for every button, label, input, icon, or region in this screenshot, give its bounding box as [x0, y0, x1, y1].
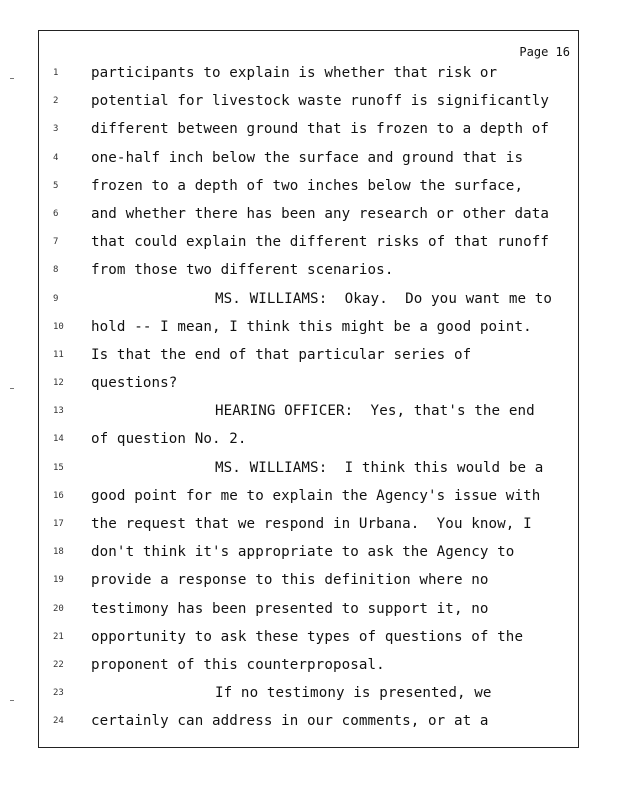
line-text: provide a response to this definition where no — [91, 572, 489, 589]
line-number: 6 — [53, 208, 59, 219]
line-text: participants to explain is whether that risk or — [91, 65, 498, 81]
transcript-line — [39, 262, 578, 290]
transcript-line — [39, 516, 578, 544]
line-number: 11 — [53, 349, 64, 360]
line-text: different between ground that is frozen to a depth of — [91, 121, 550, 138]
line-number: 23 — [53, 688, 64, 699]
transcript-line — [39, 178, 578, 206]
line-number: 13 — [53, 406, 64, 417]
line-text: the request that we respond in Urbana. You know, I — [91, 516, 532, 532]
transcript-line — [39, 544, 578, 572]
margin-mark — [10, 78, 14, 79]
line-number: 17 — [53, 519, 64, 529]
line-number: 21 — [53, 631, 64, 642]
transcript-line — [39, 572, 578, 600]
line-text: HEARING OFFICER: Yes, that's the end — [215, 403, 535, 420]
line-number: 2 — [53, 96, 59, 107]
line-text: certainly can address in our comments, or at a — [91, 713, 489, 730]
transcript-line — [39, 93, 578, 121]
line-text: from those two different scenarios. — [91, 262, 394, 279]
margin-mark — [10, 388, 14, 389]
line-number: 20 — [53, 603, 64, 614]
transcript-line — [39, 685, 578, 713]
line-number: 1 — [53, 68, 59, 78]
line-number: 24 — [53, 716, 64, 727]
line-number: 19 — [53, 575, 64, 586]
line-number: 7 — [53, 237, 59, 248]
line-number: 16 — [53, 490, 64, 501]
line-text: hold -- I mean, I think this might be a good point. — [91, 318, 532, 335]
line-number: 10 — [53, 321, 64, 332]
line-text: that could explain the different risks of that runoff — [91, 234, 550, 251]
line-text: frozen to a depth of two inches below the surface, — [91, 177, 524, 194]
line-number: 4 — [53, 152, 59, 163]
transcript-line — [39, 65, 578, 93]
page-number: Page 16 — [519, 45, 570, 59]
transcript-line — [39, 629, 578, 657]
line-number: 14 — [53, 434, 64, 445]
transcript-line — [39, 460, 578, 488]
transcript-line — [39, 403, 578, 431]
line-text: good point for me to explain the Agency's issue with — [91, 487, 541, 504]
line-text: questions? — [91, 375, 178, 392]
line-text: opportunity to ask these types of questions of the — [91, 628, 524, 645]
line-number: 18 — [53, 547, 64, 558]
transcript-line — [39, 291, 578, 319]
line-text: MS. WILLIAMS: I think this would be a — [215, 459, 544, 476]
line-text: proponent of this counterproposal. — [91, 656, 385, 673]
line-number: 12 — [53, 378, 64, 389]
transcript-line — [39, 375, 578, 403]
transcript-line — [39, 713, 578, 741]
line-number: 15 — [53, 462, 64, 473]
line-text: don't think it's appropriate to ask the Agency to — [91, 544, 515, 561]
line-text: and whether there has been any research or other data — [91, 205, 550, 222]
line-text: potential for livestock waste runoff is significantly — [91, 93, 550, 110]
transcript-line — [39, 657, 578, 685]
transcript-line — [39, 431, 578, 459]
line-text: testimony has been presented to support it, no — [91, 600, 489, 617]
line-text: of question No. 2. — [91, 431, 247, 448]
margin-mark — [10, 700, 14, 701]
transcript-line — [39, 206, 578, 234]
line-number: 5 — [53, 180, 59, 191]
line-text: Is that the end of that particular series of — [91, 346, 472, 363]
line-number: 22 — [53, 659, 64, 670]
line-number: 9 — [53, 293, 59, 304]
transcript-lines — [39, 65, 578, 742]
transcript-line — [39, 347, 578, 375]
line-text: one-half inch below the surface and ground that is — [91, 149, 524, 166]
transcript-line — [39, 150, 578, 178]
line-text: MS. WILLIAMS: Okay. Do you want me to — [215, 290, 553, 307]
line-number: 8 — [53, 265, 59, 276]
transcript-line — [39, 601, 578, 629]
transcript-line — [39, 319, 578, 347]
transcript-line — [39, 234, 578, 262]
transcript-page — [38, 30, 579, 748]
line-text: If no testimony is presented, we — [215, 685, 492, 702]
transcript-line — [39, 488, 578, 516]
line-number: 3 — [53, 124, 59, 135]
transcript-line — [39, 121, 578, 149]
